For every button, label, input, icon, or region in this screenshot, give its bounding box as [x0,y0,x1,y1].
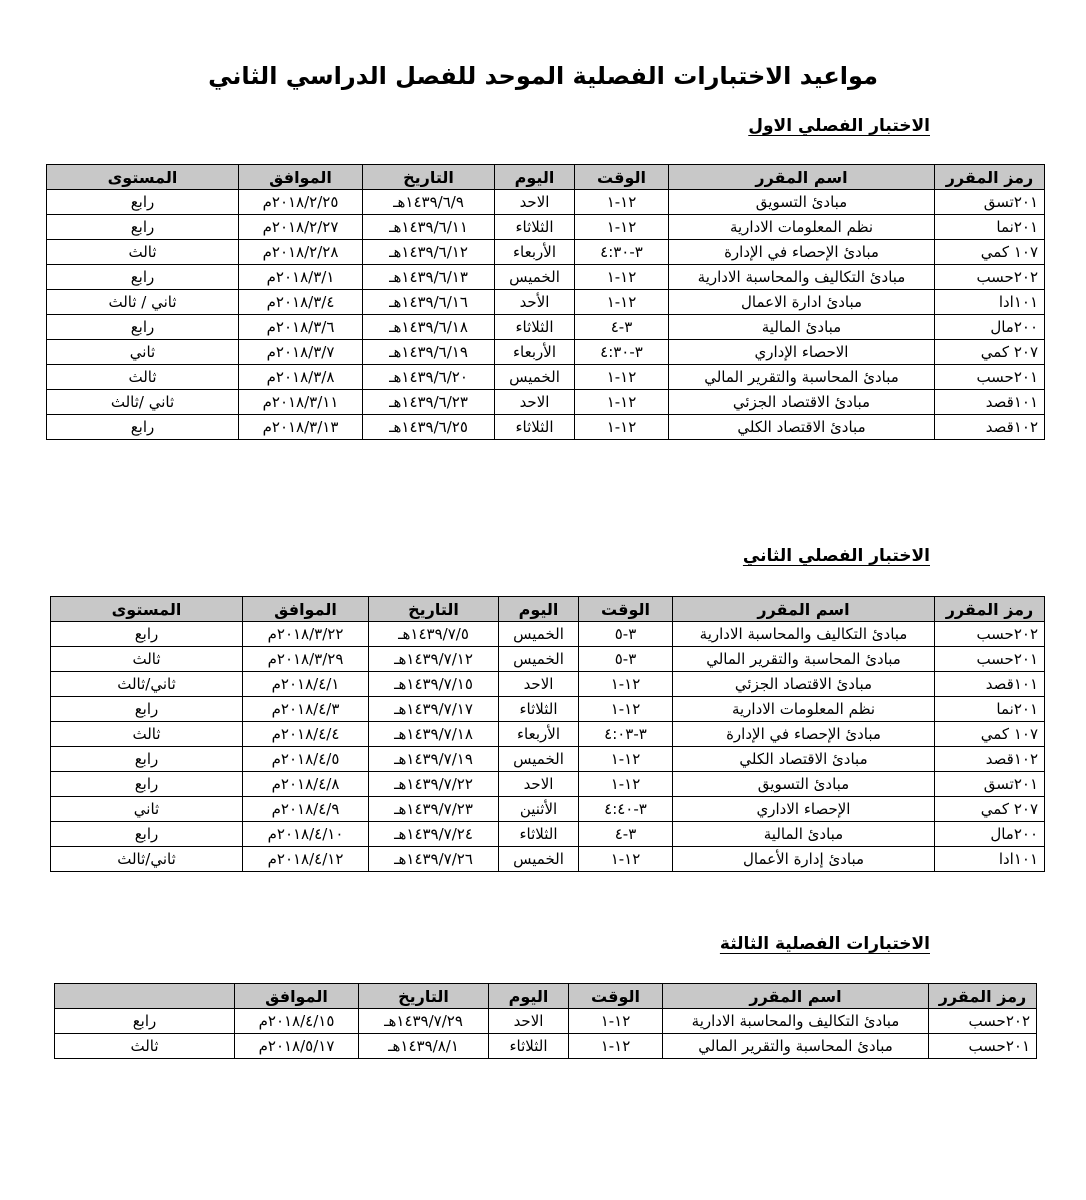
cell-time: ١٢-١ [575,215,669,240]
cell-code: ١٠١ادا [935,290,1045,315]
table-row [51,697,1045,722]
cell-date-g: ٢٠١٨/٢/٢٥م [239,190,363,215]
cell-level: رابع [47,190,239,215]
table-row [55,1009,1037,1034]
cell-date-g: ٢٠١٨/٣/٢٢م [243,622,369,647]
cell-date-h: ١٤٣٩/٧/١٧هـ [369,697,499,722]
cell-level: رابع [51,772,243,797]
cell-name: مبادئ التكاليف والمحاسبة الادارية [673,622,935,647]
column-header-date-h: التاريخ [369,597,499,622]
cell-code: ١٠٢قصد [935,415,1045,440]
cell-date-h: ١٤٣٩/٧/١٨هـ [369,722,499,747]
cell-date-g: ٢٠١٨/٤/٥م [243,747,369,772]
cell-date-h: ١٤٣٩/٦/١١هـ [363,215,495,240]
table-row [51,772,1045,797]
cell-day: الأربعاء [495,240,575,265]
cell-time: ١٢-١ [579,847,673,872]
cell-code: ٢٠٢حسب [935,622,1045,647]
column-header-name: اسم المقرر [663,984,929,1009]
cell-code: ٢٠١تسق [935,190,1045,215]
cell-code: ١٠٢قصد [935,747,1045,772]
cell-time: ١٢-١ [579,672,673,697]
cell-date-h: ١٤٣٩/٦/١٩هـ [363,340,495,365]
cell-date-h: ١٤٣٩/٦/٩هـ [363,190,495,215]
cell-level: رابع [51,697,243,722]
cell-name: مبادئ الإحصاء في الإدارة [669,240,935,265]
cell-day: الاحد [499,672,579,697]
cell-time: ٣-٥ [579,647,673,672]
cell-day: الخميس [499,622,579,647]
cell-level: ثالث [55,1034,235,1059]
table-header-row [47,165,1045,190]
cell-day: الأحد [495,290,575,315]
cell-date-g: ٢٠١٨/٣/٨م [239,365,363,390]
cell-code: ٢٠١نما [935,215,1045,240]
cell-day: الخميس [499,647,579,672]
table-row [51,722,1045,747]
cell-date-h: ١٤٣٩/٦/١٦هـ [363,290,495,315]
cell-code: ٢٠١حسب [935,365,1045,390]
cell-day: الثلاثاء [499,822,579,847]
table-row [47,390,1045,415]
cell-level: ثالث [51,647,243,672]
table-row [47,215,1045,240]
cell-name: مبادئ الاقتصاد الكلي [673,747,935,772]
cell-name: مبادئ المحاسبة والتقرير المالي [669,365,935,390]
cell-time: ١٢-١ [579,747,673,772]
cell-date-h: ١٤٣٩/٧/١٢هـ [369,647,499,672]
cell-day: الاحد [495,190,575,215]
cell-code: ١٠٧ كمي [935,240,1045,265]
column-header-day: اليوم [489,984,569,1009]
cell-level: رابع [47,315,239,340]
cell-level: رابع [51,822,243,847]
cell-day: الخميس [499,747,579,772]
cell-date-h: ١٤٣٩/٧/٢٦هـ [369,847,499,872]
cell-name: نظم المعلومات الادارية [673,697,935,722]
cell-day: الثلاثاء [495,315,575,340]
column-header-name: اسم المقرر [669,165,935,190]
cell-date-h: ١٤٣٩/٦/٢٣هـ [363,390,495,415]
cell-name: مبادئ ادارة الاعمال [669,290,935,315]
column-header-date-h: التاريخ [359,984,489,1009]
cell-code: ١٠١قصد [935,390,1045,415]
cell-name: مبادئ الإحصاء في الإدارة [673,722,935,747]
cell-date-g: ٢٠١٨/٤/٤م [243,722,369,747]
cell-level: ثالث [47,240,239,265]
cell-date-h: ١٤٣٩/٧/١٥هـ [369,672,499,697]
page-title: مواعيد الاختبارات الفصلية الموحد للفصل الدراسي الثاني [208,62,878,90]
table-row [55,1034,1037,1059]
cell-date-g: ٢٠١٨/٣/١م [239,265,363,290]
cell-level: رابع [55,1009,235,1034]
table-header-row [51,597,1045,622]
table-row [47,365,1045,390]
column-header-day: اليوم [495,165,575,190]
cell-code: ٢٠١حسب [935,647,1045,672]
column-header-time: الوقت [575,165,669,190]
table-row [47,265,1045,290]
cell-day: الخميس [499,847,579,872]
cell-code: ٢٠١حسب [929,1034,1037,1059]
cell-code: ٢٠٠مال [935,822,1045,847]
cell-level: ثالث [51,722,243,747]
cell-date-h: ١٤٣٩/٧/٢٤هـ [369,822,499,847]
cell-date-g: ٢٠١٨/٤/٨م [243,772,369,797]
section-title: الاختبار الفصلي الثاني [742,546,930,566]
cell-date-h: ١٤٣٩/٧/٢٩هـ [359,1009,489,1034]
cell-date-h: ١٤٣٩/٨/١هـ [359,1034,489,1059]
cell-time: ٣-٤:٣٠ [575,240,669,265]
table-row [51,797,1045,822]
column-header-level: المستوى [47,165,239,190]
cell-date-h: ١٤٣٩/٦/٢٥هـ [363,415,495,440]
cell-time: ١٢-١ [569,1034,663,1059]
column-header-code: رمز المقرر [935,165,1045,190]
cell-code: ٢٠٠مال [935,315,1045,340]
cell-code: ٢٠٧ كمي [935,797,1045,822]
cell-name: مبادئ الاقتصاد الكلي [669,415,935,440]
cell-code: ٢٠١تسق [935,772,1045,797]
cell-day: الأثنين [499,797,579,822]
column-header-date-h: التاريخ [363,165,495,190]
cell-date-g: ٢٠١٨/٤/١٠م [243,822,369,847]
cell-name: نظم المعلومات الادارية [669,215,935,240]
cell-code: ٢٠١نما [935,697,1045,722]
cell-date-h: ١٤٣٩/٦/٢٠هـ [363,365,495,390]
cell-level: ثاني /ثالث [47,390,239,415]
cell-name: مبادئ التسويق [673,772,935,797]
cell-name: مبادئ الاقتصاد الجزئي [669,390,935,415]
cell-time: ١٢-١ [569,1009,663,1034]
exam-schedule-table [46,164,1045,440]
cell-level: رابع [47,415,239,440]
table-row [51,672,1045,697]
column-header-date-g: الموافق [243,597,369,622]
cell-time: ٣-٤ [579,822,673,847]
cell-name: الإحصاء الاداري [673,797,935,822]
cell-day: الأربعاء [495,340,575,365]
cell-level: ثاني [51,797,243,822]
cell-day: الثلاثاء [499,697,579,722]
table-row [47,290,1045,315]
cell-code: ٢٠٢حسب [929,1009,1037,1034]
cell-date-g: ٢٠١٨/٣/٢٩م [243,647,369,672]
cell-date-g: ٢٠١٨/٣/٧م [239,340,363,365]
cell-time: ٣-٤:٠٣ [579,722,673,747]
cell-name: مبادئ التكاليف والمحاسبة الادارية [669,265,935,290]
column-header-time: الوقت [579,597,673,622]
cell-date-g: ٢٠١٨/٣/١٣م [239,415,363,440]
cell-time: ٣-٥ [579,622,673,647]
table-row [47,190,1045,215]
cell-time: ٣-٤:٤٠ [579,797,673,822]
cell-date-h: ١٤٣٩/٧/١٩هـ [369,747,499,772]
cell-date-g: ٢٠١٨/٣/٦م [239,315,363,340]
cell-name: مبادئ المحاسبة والتقرير المالي [673,647,935,672]
cell-level: ثاني/ثالث [51,847,243,872]
cell-name: مبادئ التكاليف والمحاسبة الادارية [663,1009,929,1034]
cell-day: الثلاثاء [495,415,575,440]
cell-code: ١٠١ادا [935,847,1045,872]
column-header-time: الوقت [569,984,663,1009]
column-header-code: رمز المقرر [929,984,1037,1009]
cell-level: ثالث [47,365,239,390]
cell-time: ١٢-١ [575,290,669,315]
exam-schedule-table [54,983,1037,1059]
table-row [47,415,1045,440]
cell-level: رابع [51,622,243,647]
cell-date-h: ١٤٣٩/٧/٢٣هـ [369,797,499,822]
column-header-date-g: الموافق [239,165,363,190]
cell-date-h: ١٤٣٩/٦/١٢هـ [363,240,495,265]
table-row [51,622,1045,647]
column-header-code: رمز المقرر [935,597,1045,622]
cell-code: ٢٠٧ كمي [935,340,1045,365]
cell-time: ١٢-١ [575,390,669,415]
cell-date-h: ١٤٣٩/٧/٢٢هـ [369,772,499,797]
cell-time: ١٢-١ [579,697,673,722]
table-row [47,340,1045,365]
cell-name: مبادئ المالية [669,315,935,340]
table-row [51,747,1045,772]
cell-level: ثاني [47,340,239,365]
table-row [51,647,1045,672]
cell-day: الخميس [495,265,575,290]
cell-time: ٣-٤:٣٠ [575,340,669,365]
cell-time: ٣-٤ [575,315,669,340]
cell-date-g: ٢٠١٨/٣/١١م [239,390,363,415]
cell-time: ١٢-١ [579,772,673,797]
table-row [51,847,1045,872]
table-row [47,315,1045,340]
cell-level: رابع [51,747,243,772]
cell-level: ثاني/ثالث [51,672,243,697]
cell-name: مبادئ الاقتصاد الجزئي [673,672,935,697]
cell-day: الخميس [495,365,575,390]
table-row [47,240,1045,265]
cell-name: مبادئ المحاسبة والتقرير المالي [663,1034,929,1059]
cell-level: رابع [47,265,239,290]
column-header-level [55,984,235,1009]
column-header-day: اليوم [499,597,579,622]
cell-date-g: ٢٠١٨/٢/٢٨م [239,240,363,265]
cell-date-g: ٢٠١٨/٣/٤م [239,290,363,315]
column-header-date-g: الموافق [235,984,359,1009]
cell-name: مبادئ إدارة الأعمال [673,847,935,872]
cell-date-g: ٢٠١٨/٤/٣م [243,697,369,722]
cell-code: ٢٠٢حسب [935,265,1045,290]
section-title: الاختبار الفصلي الاول [748,116,930,136]
cell-name: مبادئ المالية [673,822,935,847]
cell-date-g: ٢٠١٨/٤/٩م [243,797,369,822]
cell-name: مبادئ التسويق [669,190,935,215]
cell-time: ١٢-١ [575,265,669,290]
table-header-row [55,984,1037,1009]
exam-schedule-table [50,596,1045,872]
cell-day: الأربعاء [499,722,579,747]
section-title: الاختبارات الفصلية الثالثة [719,934,930,954]
cell-day: الاحد [489,1009,569,1034]
cell-date-g: ٢٠١٨/٤/١م [243,672,369,697]
column-header-level: المستوى [51,597,243,622]
cell-code: ١٠١قصد [935,672,1045,697]
cell-name: الاحصاء الإداري [669,340,935,365]
cell-date-g: ٢٠١٨/٢/٢٧م [239,215,363,240]
cell-level: ثاني / ثالث [47,290,239,315]
cell-time: ١٢-١ [575,365,669,390]
table-row [51,822,1045,847]
cell-day: الاحد [495,390,575,415]
cell-date-g: ٢٠١٨/٤/١٢م [243,847,369,872]
cell-time: ١٢-١ [575,190,669,215]
cell-date-h: ١٤٣٩/٦/١٨هـ [363,315,495,340]
column-header-name: اسم المقرر [673,597,935,622]
cell-date-h: ١٤٣٩/٧/٥هـ [369,622,499,647]
cell-day: الاحد [499,772,579,797]
cell-date-g: ٢٠١٨/٥/١٧م [235,1034,359,1059]
cell-date-h: ١٤٣٩/٦/١٣هـ [363,265,495,290]
cell-day: الثلاثاء [489,1034,569,1059]
cell-day: الثلاثاء [495,215,575,240]
cell-date-g: ٢٠١٨/٤/١٥م [235,1009,359,1034]
cell-level: رابع [47,215,239,240]
cell-time: ١٢-١ [575,415,669,440]
cell-code: ١٠٧ كمي [935,722,1045,747]
